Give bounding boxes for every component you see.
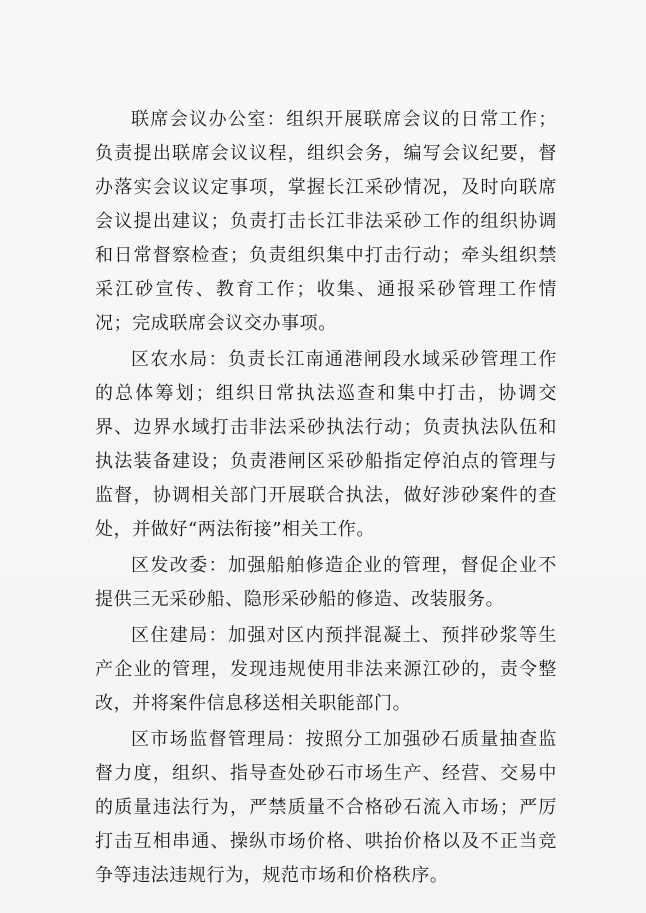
paragraph-housing-construction-bureau: 区住建局：加强对区内预拌混凝土、预拌砂浆等生产企业的管理，发现违规使用非法来源江砂的，责令整改，并将案件信息移送相关职能部门。 — [95, 625, 557, 714]
paragraph-development-reform-commission: 区发改委：加强船舶修造企业的管理，督促企业不提供三无采砂船、隐形采砂船的修造、改装服务。 — [95, 555, 557, 610]
paragraph-agriculture-water-bureau: 区农水局：负责长江南通港闸段水域采砂管理工作的总体筹划；组织日常执法巡查和集中打击，协调交界、边界水域打击非法采砂执法行动；负责执法队伍和执法装备建设；负责港闸区采砂船指定停泊点的管理与监督，协调相关部门开展联合执法，做好涉砂案件的查处，并做好“两法衔接”相关工作。 — [95, 349, 557, 540]
paragraph-market-supervision-bureau: 区市场监督管理局：按照分工加强砂石质量抽查监督力度，组织、指导查处砂石市场生产、经营、交易中的质量违法行为，严禁质量不合格砂石流入市场；严厉打击互相串通、操纵市场价格、哄抬价格以及不正当竞争等违法违规行为，规范市场和价格秩序。 — [95, 729, 557, 886]
paragraph-joint-meeting-office: 联席会议办公室：组织开展联席会议的日常工作；负责提出联席会议议程，组织会务，编写会议纪要，督办落实会议议定事项，掌握长江采砂情况，及时向联席会议提出建议；负责打击长江非法采砂工作的组织协调和日常督察检查；负责组织集中打击行动；牵头组织禁采江砂宣传、教育工作；收集、通报采砂管理工作情况；完成联席会议交办事项。 — [95, 109, 557, 334]
document-body — [95, 103, 557, 895]
